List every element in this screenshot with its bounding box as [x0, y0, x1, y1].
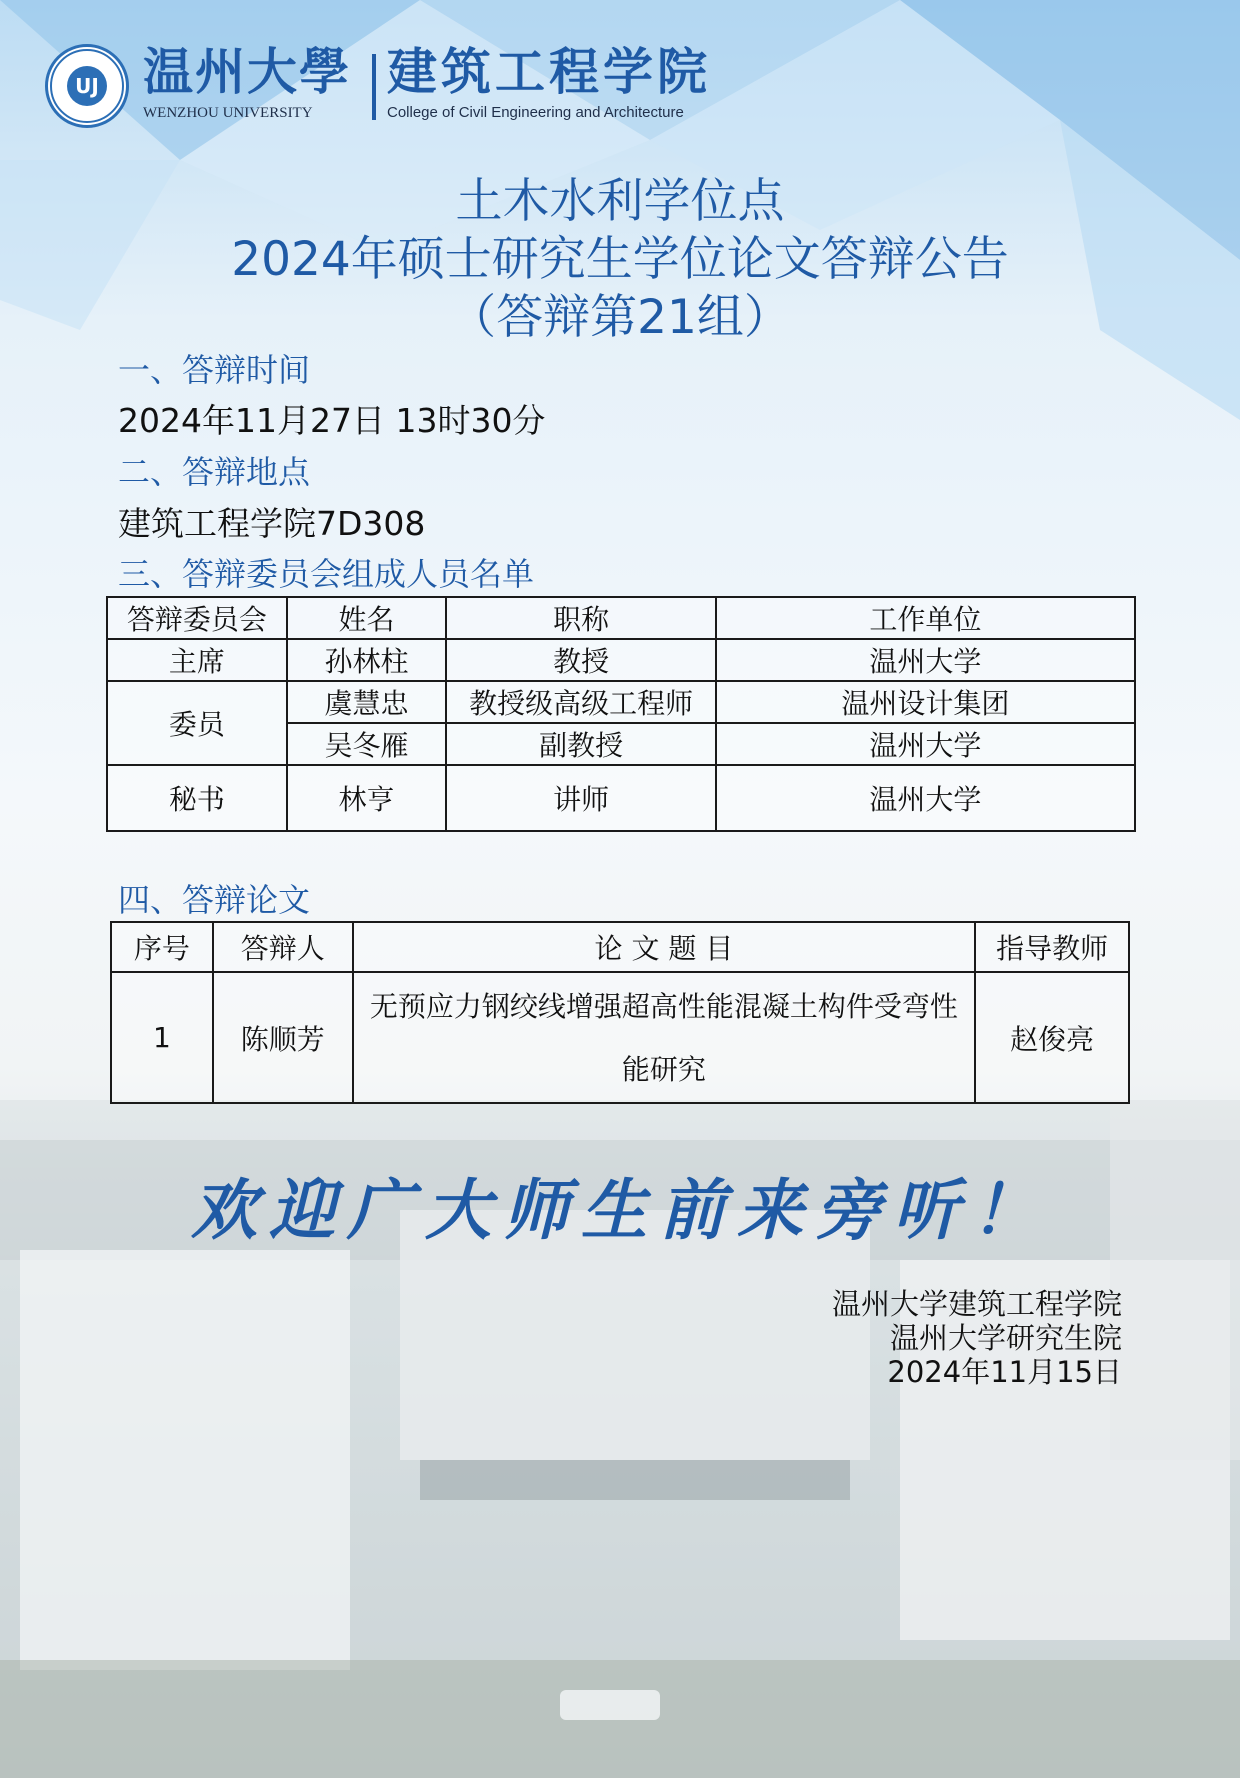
- defense-time-heading: 一、答辩时间: [118, 351, 311, 389]
- table-header-row: [107, 597, 1135, 639]
- issuer-graduate-school: 温州大学研究生院: [889, 1321, 1122, 1355]
- table-header-cell: 姓名: [287, 597, 447, 639]
- defense-place-value: 建筑工程学院7D308: [118, 504, 426, 543]
- issuer-college: 温州大学建筑工程学院: [831, 1287, 1122, 1321]
- header-divider: [372, 54, 376, 120]
- announcement-title-line3: （答辩第21组）: [449, 290, 791, 345]
- table-row: [111, 972, 1129, 1103]
- table-header-cell: 指导教师: [975, 922, 1129, 972]
- committee-role: 主席: [107, 639, 287, 681]
- committee-role: 秘书: [107, 765, 287, 831]
- table-header-row: [111, 922, 1129, 972]
- committee-name: 虞慧忠: [287, 681, 447, 723]
- defense-time-value: 2024年11月27日 13时30分: [118, 401, 546, 440]
- table-header-cell: 职称: [446, 597, 715, 639]
- table-row: [107, 681, 1135, 723]
- committee-title: 教授: [446, 639, 715, 681]
- committee-title: 副教授: [446, 723, 715, 765]
- table-header-cell: 工作单位: [716, 597, 1135, 639]
- committee-title: 教授级高级工程师: [446, 681, 715, 723]
- committee-title: 讲师: [446, 765, 715, 831]
- committee-name: 林亨: [287, 765, 447, 831]
- thesis-topic: 无预应力钢绞线增强超高性能混凝土构件受弯性能研究: [353, 972, 976, 1103]
- thesis-advisor: 赵俊亮: [975, 972, 1129, 1103]
- table-row: [107, 639, 1135, 681]
- defense-place-heading: 二、答辩地点: [118, 453, 311, 491]
- thesis-table: [110, 921, 1130, 1104]
- committee-unit: 温州大学: [716, 723, 1135, 765]
- committee-heading: 三、答辩委员会组成人员名单: [118, 555, 535, 593]
- committee-name: 孙林柱: [287, 639, 447, 681]
- committee-unit: 温州设计集团: [716, 681, 1135, 723]
- table-header-cell: 序号: [111, 922, 213, 972]
- announcement-title-line1: 土木水利学位点: [455, 174, 785, 229]
- table-row: [107, 765, 1135, 831]
- university-name-cn: 温州大學: [143, 42, 351, 101]
- welcome-slogan: 欢迎广大师生前来旁听！: [191, 1171, 1049, 1249]
- thesis-number: 1: [111, 972, 213, 1103]
- thesis-student: 陈顺芳: [213, 972, 353, 1103]
- table-header-cell: 答辩委员会: [107, 597, 287, 639]
- university-seal-logo: [45, 44, 129, 128]
- announcement-title-line2: 2024年硕士研究生学位论文答辩公告: [231, 232, 1009, 287]
- university-name-en: WENZHOU UNIVERSITY: [143, 105, 313, 121]
- table-header-cell: 答辩人: [213, 922, 353, 972]
- committee-table: [106, 596, 1136, 832]
- committee-unit: 温州大学: [716, 765, 1135, 831]
- issue-date: 2024年11月15日: [887, 1355, 1122, 1389]
- committee-name: 吴冬雁: [287, 723, 447, 765]
- thesis-heading: 四、答辩论文: [118, 881, 311, 919]
- page-header: [45, 42, 765, 132]
- committee-unit: 温州大学: [716, 639, 1135, 681]
- table-header-cell: 论 文 题 目: [353, 922, 976, 972]
- committee-role: 委员: [107, 681, 287, 765]
- svg-text:UJ: UJ: [75, 74, 99, 98]
- college-name-cn: 建筑工程学院: [387, 43, 711, 101]
- college-name-en: College of Civil Engineering and Architecture: [387, 104, 684, 121]
